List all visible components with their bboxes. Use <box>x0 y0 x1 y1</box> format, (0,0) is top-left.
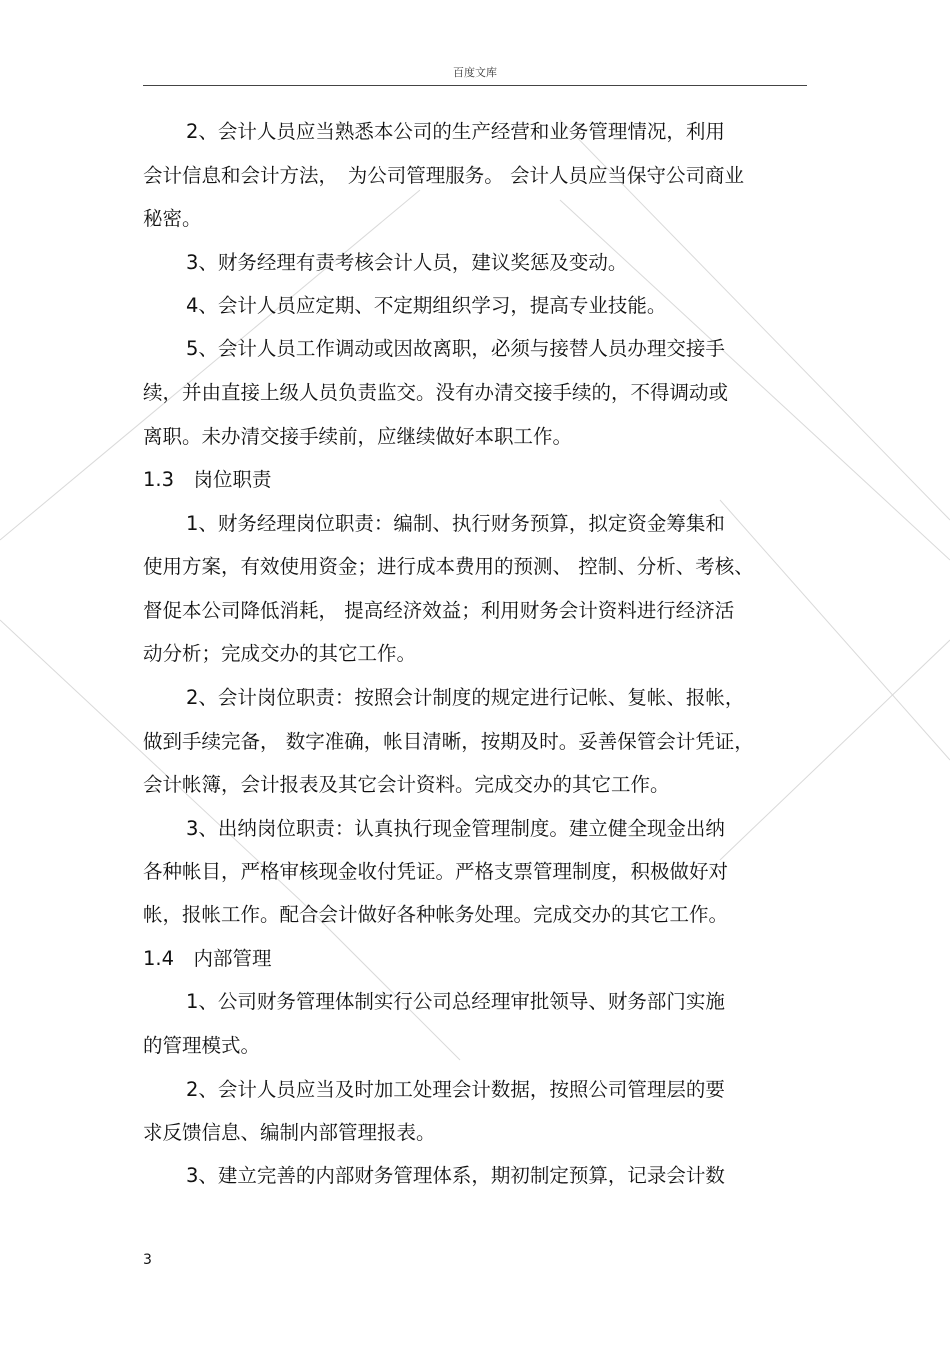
body-line: 秘密。 <box>143 207 202 230</box>
body-line: 5、会计人员工作调动或因故离职，必须与接替人员办理交接手 <box>186 337 725 360</box>
body-line: 会计信息和会计方法， 为公司管理服务。 会计人员应当保守公司商业 <box>143 164 744 187</box>
body-line: 离职。未办清交接手续前，应继续做好本职工作。 <box>143 425 573 448</box>
section-heading: 1.3 岗位职责 <box>143 468 272 491</box>
body-line: 2、会计人员应当熟悉本公司的生产经营和业务管理情况，利用 <box>186 120 725 143</box>
body-line: 的管理模式。 <box>143 1034 261 1057</box>
body-line: 2、会计岗位职责：按照会计制度的规定进行记帐、复帐、报帐， <box>186 686 745 709</box>
body-line: 帐，报帐工作。配合会计做好各种帐务处理。完成交办的其它工作。 <box>143 903 729 926</box>
body-line: 做到手续完备， 数字准确，帐目清晰，按期及时。妥善保管会计凭证， <box>143 730 754 753</box>
body-line: 2、会计人员应当及时加工处理会计数据，按照公司管理层的要 <box>186 1078 725 1101</box>
body-line: 3、建立完善的内部财务管理体系，期初制定预算，记录会计数 <box>186 1164 725 1187</box>
body-line: 动分析；完成交办的其它工作。 <box>143 642 417 665</box>
body-line: 1、财务经理岗位职责：编制、执行财务预算，拟定资金筹集和 <box>186 512 725 535</box>
body-line: 会计帐簿，会计报表及其它会计资料。完成交办的其它工作。 <box>143 773 670 796</box>
body-line: 督促本公司降低消耗， 提高经济效益；利用财务会计资料进行经济活 <box>143 599 735 622</box>
body-line: 使用方案，有效使用资金；进行成本费用的预测、 控制、分析、考核、 <box>143 555 754 578</box>
body-line: 1、公司财务管理体制实行公司总经理审批领导、财务部门实施 <box>186 990 725 1013</box>
body-line: 3、财务经理有责考核会计人员，建议奖惩及变动。 <box>186 251 628 274</box>
body-line: 各种帐目，严格审核现金收付凭证。严格支票管理制度，积极做好对 <box>143 860 729 883</box>
page-header: 百度文库 <box>453 66 497 79</box>
body-line: 4、会计人员应定期、不定期组织学习，提高专业技能。 <box>186 294 667 317</box>
page-number: 3 <box>143 1252 152 1268</box>
header-divider <box>143 85 807 86</box>
body-line: 3、出纳岗位职责：认真执行现金管理制度。建立健全现金出纳 <box>186 817 725 840</box>
section-heading: 1.4 内部管理 <box>143 947 272 970</box>
body-line: 求反馈信息、编制内部管理报表。 <box>143 1121 436 1144</box>
body-line: 续，并由直接上级人员负责监交。没有办清交接手续的，不得调动或 <box>143 381 729 404</box>
